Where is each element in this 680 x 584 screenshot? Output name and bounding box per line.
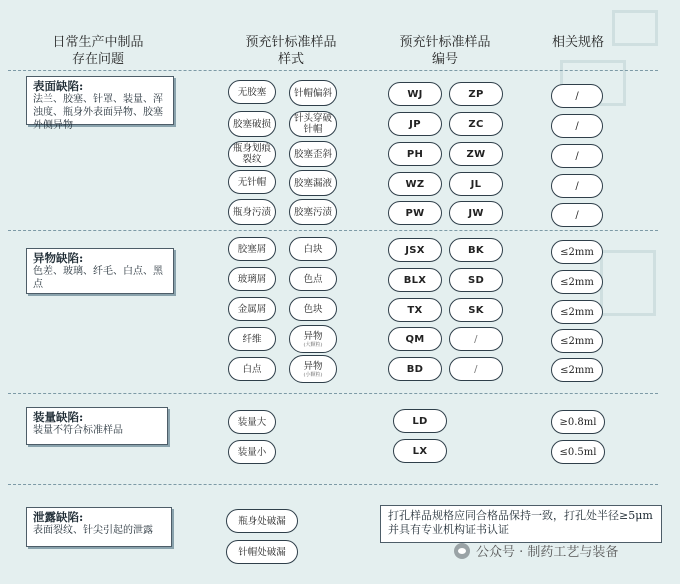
section-separator xyxy=(8,230,658,231)
code-pill: JP xyxy=(388,112,442,136)
code-pill: WZ xyxy=(388,172,442,196)
code-pill: ZW xyxy=(449,142,503,166)
code-pill: PH xyxy=(388,142,442,166)
spec-pill: ≥0.8ml xyxy=(551,410,605,434)
style-pill: 色块 xyxy=(289,297,337,321)
header-problems: 日常生产中制品 存在问题 xyxy=(52,35,144,67)
style-pill: 针头穿破针帽 xyxy=(289,111,337,137)
style-pill: 金属屑 xyxy=(228,297,276,321)
header-code: 预充针标准样品 编号 xyxy=(399,35,491,67)
code-pill: PW xyxy=(388,201,442,225)
spec-pill: / xyxy=(551,84,603,108)
style-pill: 胶塞漏液 xyxy=(289,170,337,196)
surface-defect-box xyxy=(26,76,174,131)
spec-pill: ≤2mm xyxy=(551,270,603,294)
style-pill: 瓶身处破漏 xyxy=(226,509,298,533)
fill-volume-desc: 装量不符合标准样品 xyxy=(33,425,123,436)
spec-pill: ≤2mm xyxy=(551,329,603,353)
leak-defect-desc: 表面裂纹、针尖引起的泄露 xyxy=(33,525,153,536)
style-pill: 胶塞歪斜 xyxy=(289,141,337,167)
style-pill-subtext: (大颗粒) xyxy=(303,341,323,348)
style-pill: 胶塞破损 xyxy=(228,111,276,137)
spec-pill: ≤2mm xyxy=(551,300,603,324)
code-pill: LD xyxy=(393,409,447,433)
code-pill: BD xyxy=(388,357,442,381)
style-pill: 白块 xyxy=(289,237,337,261)
foreign-matter-box xyxy=(26,248,174,294)
code-pill: JSX xyxy=(388,238,442,262)
code-pill: JL xyxy=(449,172,503,196)
style-pill: 瓶身划痕裂纹 xyxy=(228,141,276,167)
spec-pill: ≤2mm xyxy=(551,240,603,264)
style-pill: 胶塞污渍 xyxy=(289,199,337,225)
code-pill: SK xyxy=(449,298,503,322)
style-pill: 纤维 xyxy=(228,327,276,351)
background-decoration xyxy=(600,250,656,316)
fill-volume-box xyxy=(26,407,168,445)
style-pill: 针帽偏斜 xyxy=(289,80,337,106)
watermark xyxy=(454,541,618,560)
header-style: 预充针标准样品 样式 xyxy=(245,35,337,67)
code-pill: SD xyxy=(449,268,503,292)
header-spec: 相关规格 xyxy=(551,35,604,50)
style-pill-subtext: (小颗粒) xyxy=(303,371,323,378)
style-pill: 针帽处破漏 xyxy=(226,540,298,564)
leak-defect-title: 泄露缺陷: xyxy=(33,510,84,524)
style-pill: 无胶塞 xyxy=(228,80,276,104)
style-pill: 装量小 xyxy=(228,440,276,464)
perforation-note: 打孔样品规格应同合格品保持一致，打孔处半径≥5μm并具有专业机构证书认证 xyxy=(380,505,662,543)
leak-defect-box xyxy=(26,507,172,547)
code-pill: WJ xyxy=(388,82,442,106)
surface-defect-desc: 法兰、胶塞、针罩、装量、浑浊度、瓶身外表面异物、胶塞外侧异物 xyxy=(33,94,163,131)
style-pill: 无针帽 xyxy=(228,170,276,194)
style-pill: 瓶身污渍 xyxy=(228,199,276,225)
fill-volume-title: 装量缺陷: xyxy=(33,410,84,424)
code-pill: LX xyxy=(393,439,447,463)
code-pill: JW xyxy=(449,201,503,225)
style-pill: 色点 xyxy=(289,267,337,291)
code-pill: ZC xyxy=(449,112,503,136)
code-pill: / xyxy=(449,357,503,381)
spec-pill: / xyxy=(551,203,603,227)
watermark-text: 公众号 · 制药工艺与装备 xyxy=(476,545,619,560)
style-pill: 白点 xyxy=(228,357,276,381)
style-pill-text: 异物 xyxy=(303,330,323,342)
surface-defect-title: 表面缺陷: xyxy=(33,79,84,93)
section-separator xyxy=(8,393,658,394)
code-pill: / xyxy=(449,327,503,351)
spec-pill: / xyxy=(551,114,603,138)
section-separator xyxy=(8,484,658,485)
code-pill: BK xyxy=(449,238,503,262)
style-pill: 胶塞屑 xyxy=(228,237,276,261)
code-pill: BLX xyxy=(388,268,442,292)
style-pill-text: 异物 xyxy=(303,360,323,372)
style-pill xyxy=(289,355,337,383)
code-pill: QM xyxy=(388,327,442,351)
spec-pill: ≤2mm xyxy=(551,358,603,382)
code-pill: ZP xyxy=(449,82,503,106)
background-decoration xyxy=(612,10,658,46)
spec-pill: / xyxy=(551,174,603,198)
wechat-logo-icon xyxy=(454,543,470,559)
foreign-matter-desc: 色差、玻璃、纤毛、白点、黑点 xyxy=(33,266,163,290)
style-pill: 玻璃屑 xyxy=(228,267,276,291)
section-separator xyxy=(8,70,658,71)
spec-pill: / xyxy=(551,144,603,168)
foreign-matter-title: 异物缺陷: xyxy=(33,251,84,265)
style-pill xyxy=(289,325,337,353)
code-pill: TX xyxy=(388,298,442,322)
spec-pill: ≤0.5ml xyxy=(551,440,605,464)
style-pill: 装量大 xyxy=(228,410,276,434)
